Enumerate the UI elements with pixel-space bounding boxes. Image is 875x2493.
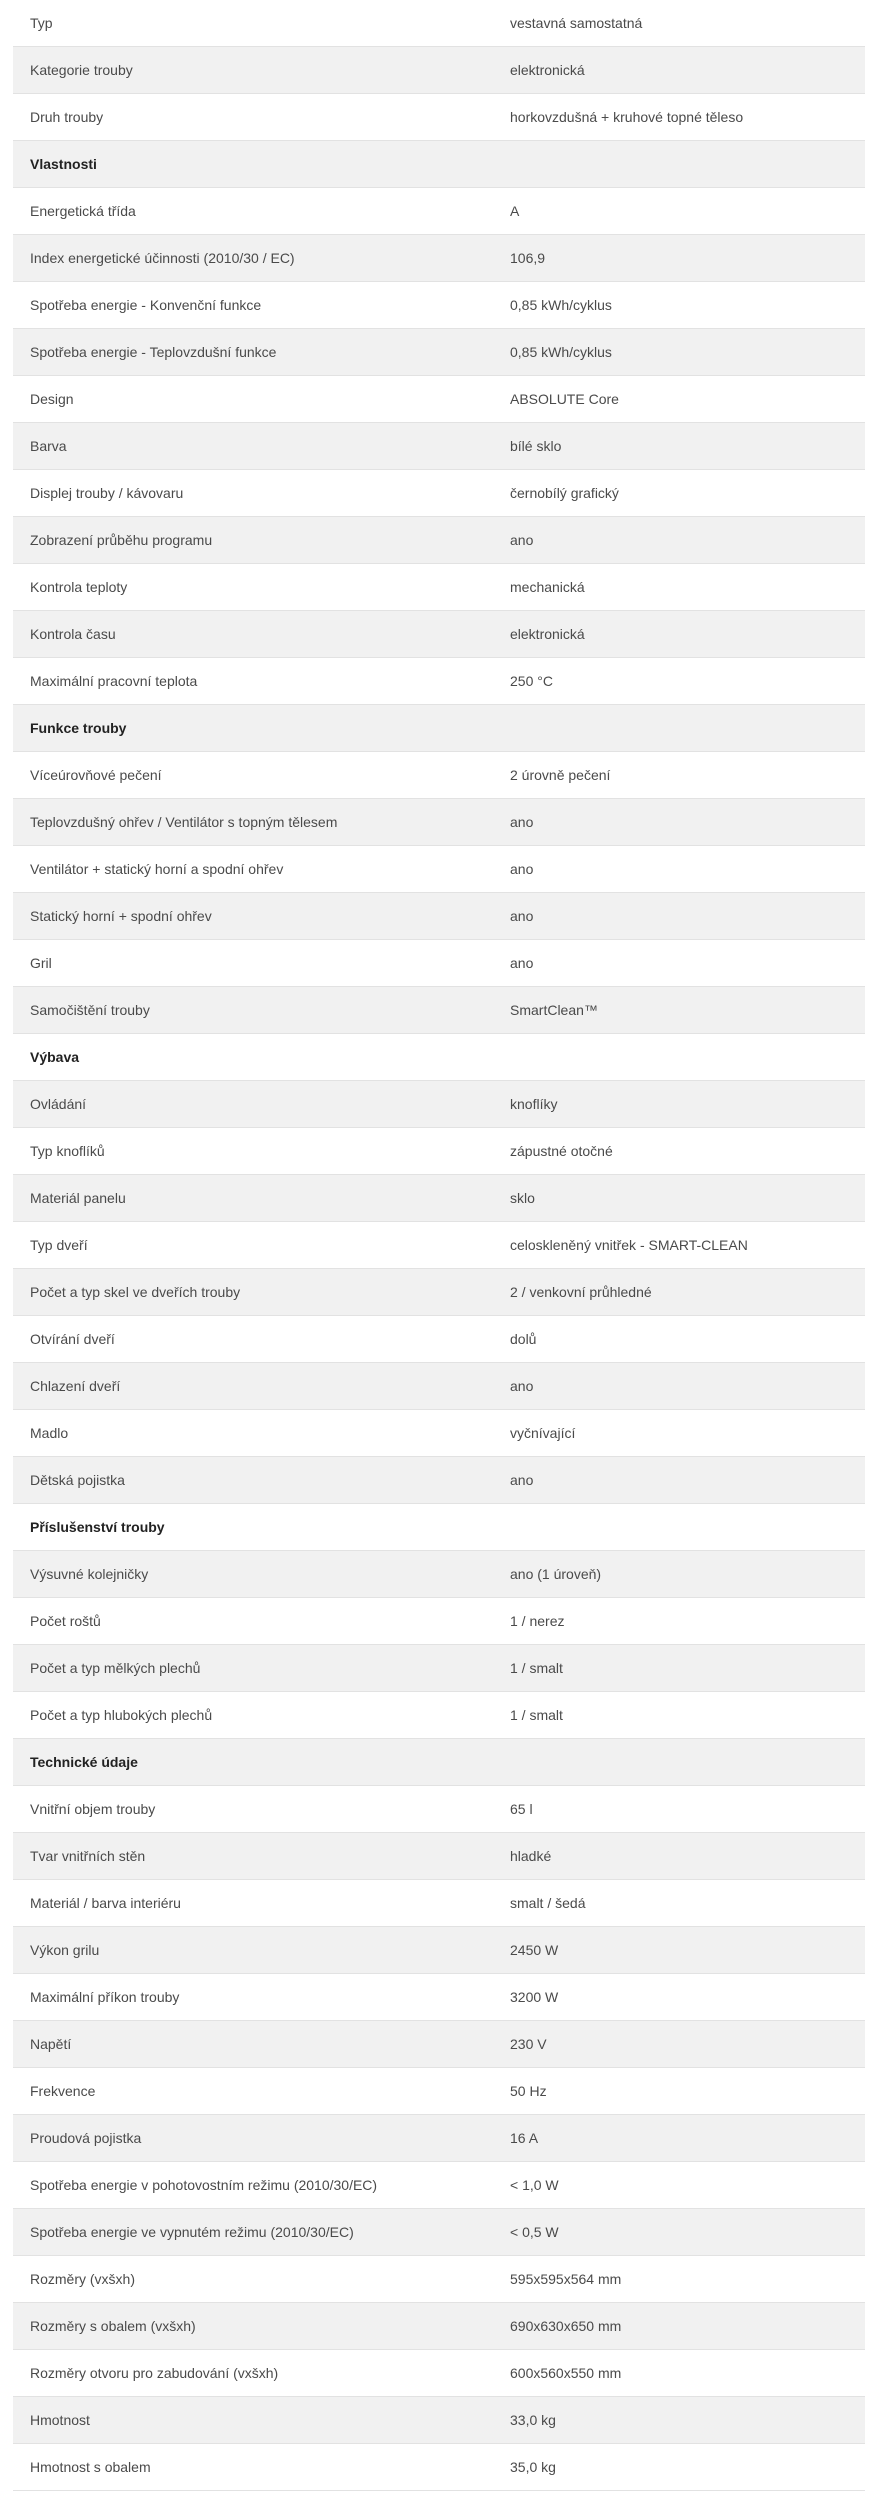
spec-row xyxy=(13,47,865,94)
spec-value: ABSOLUTE Core xyxy=(510,391,619,407)
spec-label: Materiál / barva interiéru xyxy=(30,1895,181,1911)
spec-row xyxy=(13,2021,865,2068)
spec-value: ano xyxy=(510,1378,534,1394)
spec-value: 2 úrovně pečení xyxy=(510,767,611,783)
spec-value: < 0,5 W xyxy=(510,2224,559,2240)
spec-row xyxy=(13,2444,865,2491)
spec-row xyxy=(13,2397,865,2444)
spec-label: Typ xyxy=(30,15,53,31)
spec-value: 33,0 kg xyxy=(510,2412,556,2428)
spec-value: smalt / šedá xyxy=(510,1895,586,1911)
spec-label: Víceúrovňové pečení xyxy=(30,767,162,783)
section-header xyxy=(13,1034,865,1081)
spec-value: ano xyxy=(510,814,534,830)
spec-value: 3200 W xyxy=(510,1989,559,2005)
spec-label: Kontrola teploty xyxy=(30,579,128,595)
spec-label: Samočištění trouby xyxy=(30,1002,150,1018)
spec-label: Energetická třída xyxy=(30,203,136,219)
spec-row xyxy=(13,1081,865,1128)
spec-label: Teplovzdušný ohřev / Ventilátor s topným tělesem xyxy=(30,814,338,830)
spec-row xyxy=(13,0,865,47)
spec-label: Výsuvné kolejničky xyxy=(30,1566,149,1582)
spec-value: mechanická xyxy=(510,579,585,595)
spec-label: Ovládání xyxy=(30,1096,87,1112)
spec-row xyxy=(13,2162,865,2209)
spec-label: Gril xyxy=(30,955,52,971)
spec-label: Spotřeba energie v pohotovostním režimu (2010/30/EC) xyxy=(30,2177,378,2193)
spec-row xyxy=(13,2350,865,2397)
spec-label: Počet a typ skel ve dveřích trouby xyxy=(30,1284,241,1300)
spec-value: hladké xyxy=(510,1848,552,1864)
spec-value: 2450 W xyxy=(510,1942,559,1958)
spec-row xyxy=(13,94,865,141)
section-title: Příslušenství trouby xyxy=(30,1519,165,1535)
spec-label: Typ knoflíků xyxy=(30,1143,105,1159)
spec-label: Statický horní + spodní ohřev xyxy=(30,908,212,924)
spec-label: Displej trouby / kávovaru xyxy=(30,485,184,501)
spec-row xyxy=(13,2256,865,2303)
spec-row xyxy=(13,799,865,846)
spec-row xyxy=(13,1457,865,1504)
spec-label: Maximální pracovní teplota xyxy=(30,673,198,689)
spec-row xyxy=(13,2303,865,2350)
spec-label: Spotřeba energie ve vypnutém režimu (2010/30/EC) xyxy=(30,2224,354,2240)
spec-row xyxy=(13,329,865,376)
spec-row xyxy=(13,1692,865,1739)
spec-row xyxy=(13,564,865,611)
spec-value: 250 °C xyxy=(510,673,553,689)
spec-value: ano xyxy=(510,1472,534,1488)
spec-label: Rozměry s obalem (vxšxh) xyxy=(30,2318,196,2334)
spec-value: ano xyxy=(510,532,534,548)
section-title: Technické údaje xyxy=(30,1754,138,1770)
spec-row xyxy=(13,1833,865,1880)
spec-label: Hmotnost s obalem xyxy=(30,2459,151,2475)
spec-label: Barva xyxy=(30,438,67,454)
spec-label: Ventilátor + statický horní a spodní ohřev xyxy=(30,861,284,877)
spec-value: knoflíky xyxy=(510,1096,558,1112)
spec-value: elektronická xyxy=(510,62,585,78)
spec-row xyxy=(13,2068,865,2115)
spec-label: Tvar vnitřních stěn xyxy=(30,1848,146,1864)
spec-label: Kontrola času xyxy=(30,626,116,642)
section-header xyxy=(13,1739,865,1786)
spec-value: 106,9 xyxy=(510,250,546,266)
spec-row xyxy=(13,1974,865,2021)
spec-label: Chlazení dveří xyxy=(30,1378,121,1394)
spec-value: ano (1 úroveň) xyxy=(510,1566,602,1582)
spec-label: Hmotnost xyxy=(30,2412,90,2428)
spec-value: 595x595x564 mm xyxy=(510,2271,622,2287)
spec-label: Rozměry (vxšxh) xyxy=(30,2271,136,2287)
section-title: Vlastnosti xyxy=(30,156,97,172)
spec-value: horkovzdušná + kruhové topné těleso xyxy=(510,109,744,125)
spec-value: 0,85 kWh/cyklus xyxy=(510,297,612,313)
spec-label: Maximální příkon trouby xyxy=(30,1989,180,2005)
spec-value: 0,85 kWh/cyklus xyxy=(510,344,612,360)
spec-row xyxy=(13,987,865,1034)
spec-value: < 1,0 W xyxy=(510,2177,559,2193)
spec-label: Typ dveří xyxy=(30,1237,88,1253)
spec-value: sklo xyxy=(510,1190,535,1206)
section-header xyxy=(13,705,865,752)
spec-value: vyčnívající xyxy=(510,1425,576,1441)
spec-label: Dětská pojistka xyxy=(30,1472,125,1488)
spec-row xyxy=(13,235,865,282)
section-title: Funkce trouby xyxy=(30,720,127,736)
spec-value: bílé sklo xyxy=(510,438,562,454)
spec-value: 16 A xyxy=(510,2130,539,2146)
spec-label: Otvírání dveří xyxy=(30,1331,115,1347)
spec-row xyxy=(13,1316,865,1363)
spec-row xyxy=(13,940,865,987)
spec-label: Počet a typ mělkých plechů xyxy=(30,1660,201,1676)
spec-row xyxy=(13,1128,865,1175)
spec-label: Index energetické účinnosti (2010/30 / EC) xyxy=(30,250,295,266)
spec-value: 65 l xyxy=(510,1801,533,1817)
spec-table xyxy=(13,0,865,2491)
spec-row xyxy=(13,1786,865,1833)
spec-label: Kategorie trouby xyxy=(30,62,133,78)
spec-label: Proudová pojistka xyxy=(30,2130,142,2146)
spec-value: ano xyxy=(510,955,534,971)
spec-row xyxy=(13,1927,865,1974)
spec-value: A xyxy=(510,203,520,219)
spec-value: vestavná samostatná xyxy=(510,15,643,31)
spec-row xyxy=(13,1222,865,1269)
spec-value: SmartClean™ xyxy=(510,1002,598,1018)
spec-label: Spotřeba energie - Konvenční funkce xyxy=(30,297,262,313)
section-header xyxy=(13,141,865,188)
spec-label: Napětí xyxy=(30,2036,72,2052)
spec-value: zápustné otočné xyxy=(510,1143,613,1159)
spec-label: Počet roštů xyxy=(30,1613,101,1629)
spec-value: 2 / venkovní průhledné xyxy=(510,1284,652,1300)
spec-value: 1 / nerez xyxy=(510,1613,565,1629)
spec-value: 1 / smalt xyxy=(510,1660,563,1676)
spec-row xyxy=(13,470,865,517)
spec-row xyxy=(13,376,865,423)
spec-row xyxy=(13,517,865,564)
spec-row xyxy=(13,2209,865,2256)
spec-row xyxy=(13,1598,865,1645)
spec-row xyxy=(13,1645,865,1692)
spec-label: Design xyxy=(30,391,74,407)
spec-row xyxy=(13,282,865,329)
spec-label: Druh trouby xyxy=(30,109,104,125)
section-header xyxy=(13,1504,865,1551)
spec-row xyxy=(13,2115,865,2162)
spec-row xyxy=(13,188,865,235)
section-title: Výbava xyxy=(30,1049,80,1065)
spec-label: Zobrazení průběhu programu xyxy=(30,532,213,548)
spec-value: černobílý grafický xyxy=(510,485,619,501)
spec-label: Spotřeba energie - Teplovzdušní funkce xyxy=(30,344,277,360)
spec-row xyxy=(13,1269,865,1316)
spec-value: 230 V xyxy=(510,2036,547,2052)
spec-value: elektronická xyxy=(510,626,585,642)
spec-value: 35,0 kg xyxy=(510,2459,556,2475)
spec-label: Rozměry otvoru pro zabudování (vxšxh) xyxy=(30,2365,279,2381)
spec-row xyxy=(13,1175,865,1222)
spec-row xyxy=(13,1880,865,1927)
spec-label: Vnitřní objem trouby xyxy=(30,1801,156,1817)
spec-value: 690x630x650 mm xyxy=(510,2318,622,2334)
spec-value: 600x560x550 mm xyxy=(510,2365,622,2381)
spec-value: 50 Hz xyxy=(510,2083,547,2099)
spec-value: celoskleněný vnitřek - SMART-CLEAN xyxy=(510,1237,748,1253)
spec-row xyxy=(13,423,865,470)
spec-row xyxy=(13,658,865,705)
spec-row xyxy=(13,1410,865,1457)
spec-label: Počet a typ hlubokých plechů xyxy=(30,1707,213,1723)
spec-label: Madlo xyxy=(30,1425,69,1441)
spec-value: dolů xyxy=(510,1331,537,1347)
spec-row xyxy=(13,846,865,893)
spec-label: Materiál panelu xyxy=(30,1190,126,1206)
spec-row xyxy=(13,1551,865,1598)
spec-value: 1 / smalt xyxy=(510,1707,563,1723)
spec-row xyxy=(13,893,865,940)
spec-value: ano xyxy=(510,908,534,924)
spec-label: Výkon grilu xyxy=(30,1942,100,1958)
spec-label: Frekvence xyxy=(30,2083,96,2099)
spec-row xyxy=(13,752,865,799)
spec-row xyxy=(13,611,865,658)
spec-row xyxy=(13,1363,865,1410)
spec-value: ano xyxy=(510,861,534,877)
